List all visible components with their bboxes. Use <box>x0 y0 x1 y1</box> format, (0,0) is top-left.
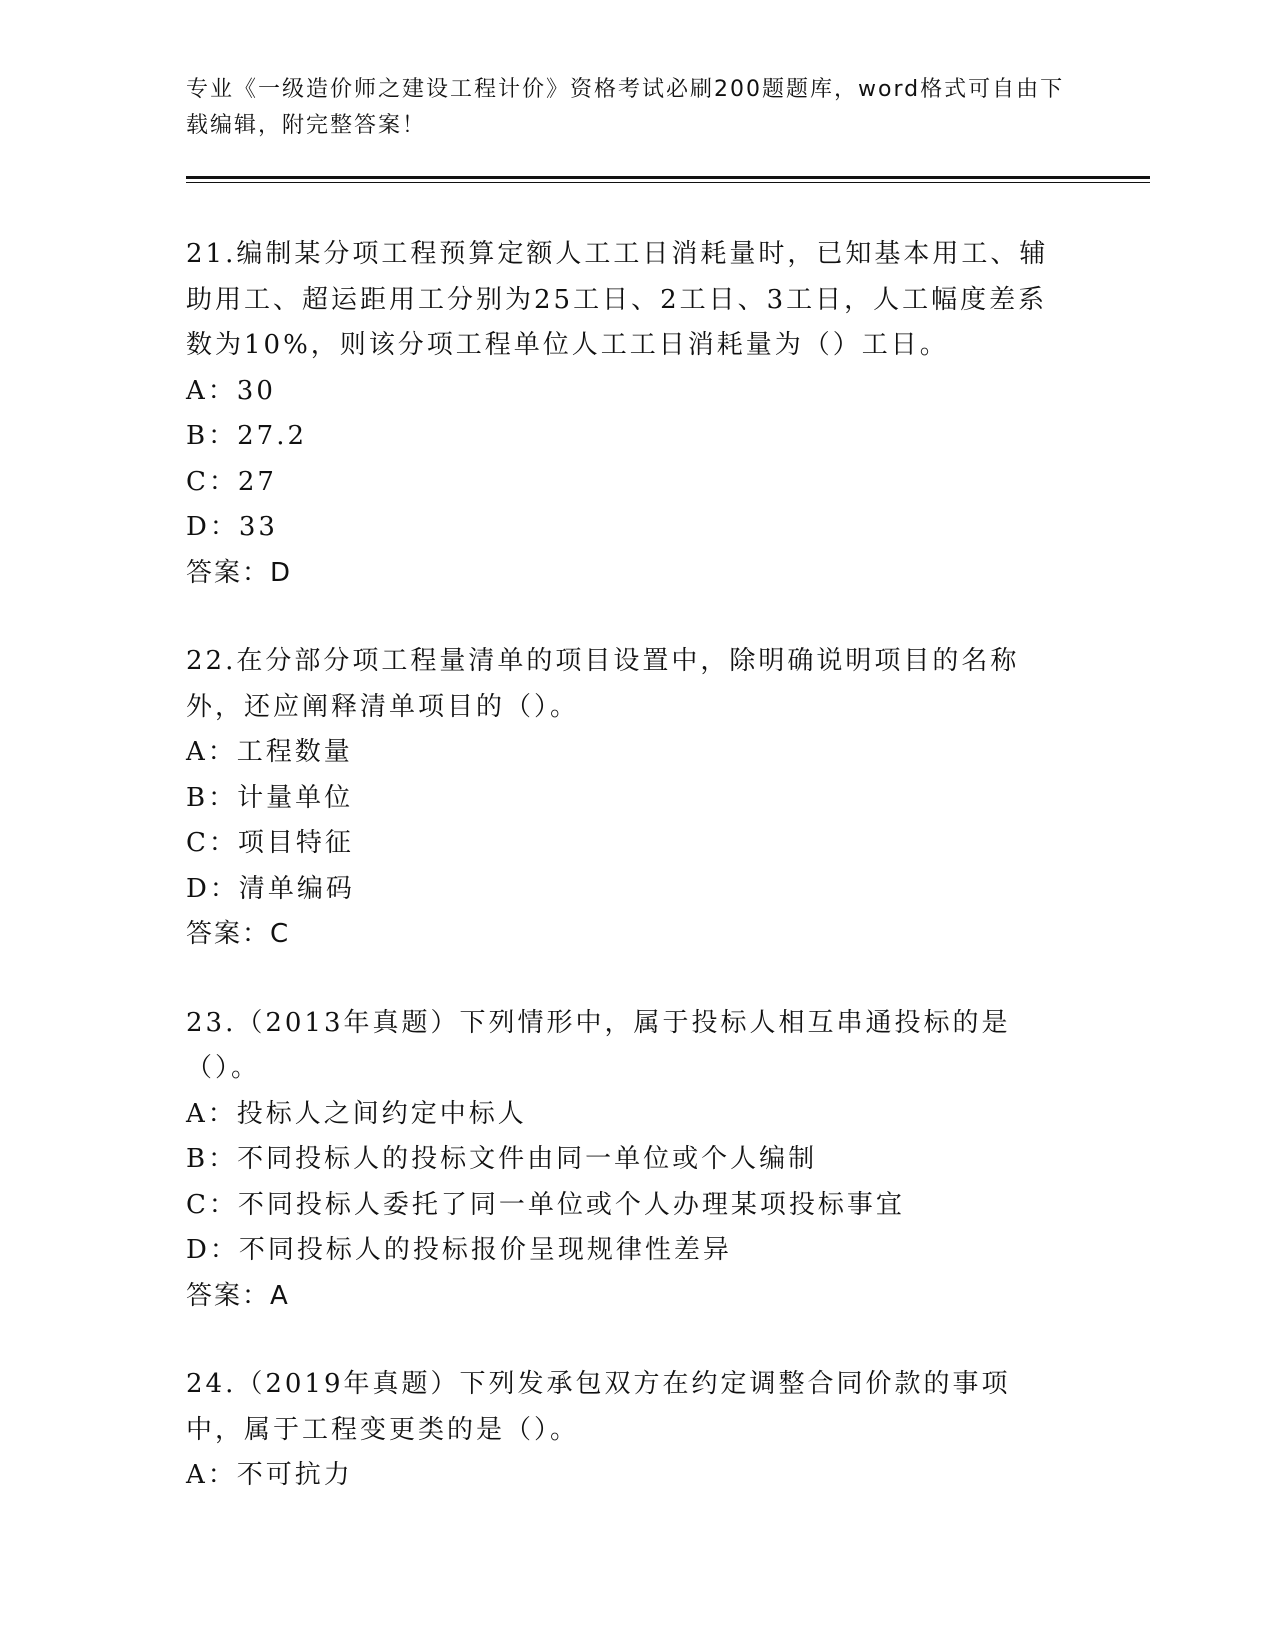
question-stem: 24.（2019年真题）下列发承包双方在约定调整合同价款的事项中，属于工程变更类的是（）。 <box>186 1369 1011 1445</box>
question-stem: 21.编制某分项工程预算定额人工工日消耗量时，已知基本用工、辅助用工、超运距用工分别为25工日、2工日、3工日，人工幅度差系数为10%，则该分项工程单位人工工日消耗量为（）工日。 <box>186 239 1049 360</box>
question-22 <box>186 639 1066 958</box>
option-c: C：27 <box>186 466 277 497</box>
option-b: B：计量单位 <box>186 782 354 813</box>
option-b: B：27.2 <box>186 421 307 451</box>
option-a: A：30 <box>186 375 276 406</box>
option-c: C：项目特征 <box>186 828 354 858</box>
option-a: A：不可抗力 <box>186 1460 353 1490</box>
answer-label: 答案：D <box>186 557 293 588</box>
option-a: A：投标人之间约定中标人 <box>186 1098 527 1129</box>
option-d: D：33 <box>186 512 278 542</box>
header-divider-thick <box>186 176 1150 179</box>
answer-label: 答案：C <box>186 919 291 949</box>
question-stem: 23.（2013年真题）下列情形中，属于投标人相互串通投标的是（）。 <box>186 1007 1011 1083</box>
option-c: C：不同投标人委托了同一单位或个人办理某项投标事宜 <box>186 1189 905 1220</box>
question-stem: 22.在分部分项工程量清单的项目设置中，除明确说明项目的名称外，还应阐释清单项目的（）。 <box>186 646 1020 722</box>
question-23 <box>186 1001 1066 1320</box>
question-21 <box>186 232 1066 596</box>
answer-label: 答案：A <box>186 1280 290 1311</box>
option-b: B：不同投标人的投标文件由同一单位或个人编制 <box>186 1144 818 1174</box>
document-header: 专业《一级造价师之建设工程计价》资格考试必刷200题题库，word格式可自由下载编辑，附完整答案！ <box>186 77 1065 138</box>
option-a: A：工程数量 <box>186 737 353 767</box>
question-list <box>186 232 1066 1542</box>
question-24 <box>186 1362 1066 1499</box>
option-d: D：清单编码 <box>186 873 355 904</box>
option-d: D：不同投标人的投标报价呈现规律性差异 <box>186 1235 732 1265</box>
header-divider-thin <box>186 182 1150 183</box>
